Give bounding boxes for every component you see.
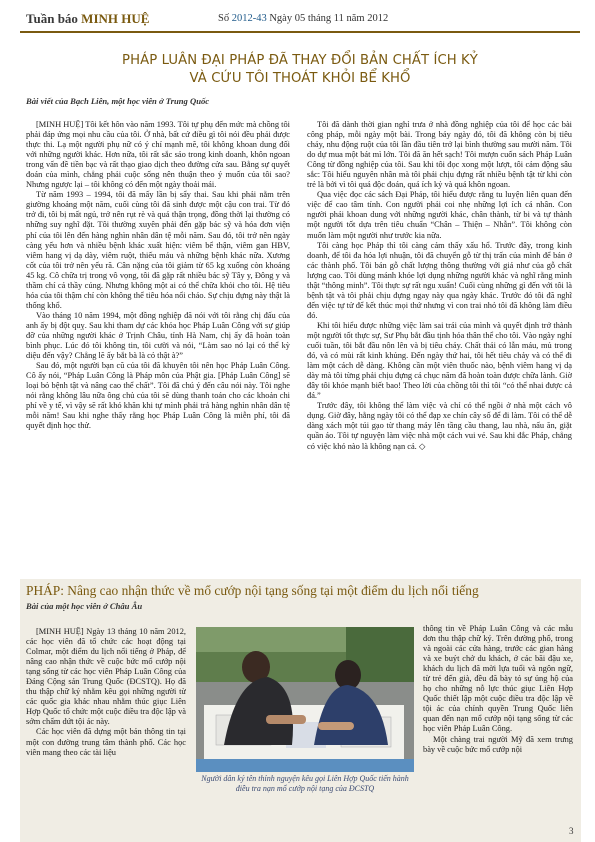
paragraph: Tôi đã dành thời gian nghỉ trưa ở nhà đồng nghiệp của tôi để học các bài công pháp, mỗi ngày một bài. Trong bảy ngày đó, tôi đã không còn bị tiêu chảy, nhu động ruột của tôi lần đầu tiên trở lại bình thường sau mười năm. Tôi do dự mua một bát mì lớn. Tôi đã ăn hết sạch! Tôi mượn cuốn sách Pháp Luân Công từ đồng nghiệp của tôi. Sau khi tôi đọc xong một lượt, tôi cảm động sâu sắc: Tôi hiểu nguyên nhân mà tôi phải chịu đựng rất nhiều bệnh tật từ khi còn trẻ là bởi vì tôi quá độc đoán, quá ích kỷ và quá khôn ngoan. — [307, 120, 572, 190]
paragraph: Trước đây, tôi không thể làm việc và chỉ có thể ngồi ở nhà một cách vô dụng. Giờ đây, hằng ngày tôi có thể đạp xe chín cây số để đi làm. Tôi có thể dễ dàng xách một túi gạo từ thang máy lên tầng cầu thang, lau nhà, nấu ăn, giặt quần áo. Tôi tự nguyện làm việc nhà một cách vui vẻ. Sau khi đắc Pháp, chẳng có việc khó nào là không nạn cả. ◇ — [307, 401, 572, 451]
article1-column-2 — [307, 120, 572, 575]
paragraph: Khi tôi hiểu được những việc làm sai trái của mình và quyết định trở thành một người tốt thực sự, Sư Phụ bắt đầu tịnh hóa thân thể cho tôi. Vào ngày nghỉ cuối tuần, tôi bắt đầu nôn lên và bị tiêu chảy. Chất thải có lẫn máu, mủ trong đó, và có mùi rất kinh khủng. Đến ngày thứ hai, tôi hết tiêu chảy và có thể đi làm một cách dễ dàng. Không cần một viên thuốc nào, bệnh viêm hang vị dạ dày mà tôi từng phải chịu đựng cả chục năm đã hoàn toàn được chữa lành. Giờ đây tôi khỏe mạnh biết bao! Theo lời của chồng tôi thì tôi “có thể nhai được cả đá.” — [307, 320, 572, 401]
issue-info — [218, 13, 388, 24]
issue-date: Ngày 05 tháng 11 năm 2012 — [269, 13, 389, 24]
masthead-prefix: Tuần báo — [26, 11, 78, 26]
page-header — [0, 0, 595, 34]
article2-column-1 — [26, 627, 186, 832]
paragraph: [MINH HUỆ] Ngày 13 tháng 10 năm 2012, các học viên đã tổ chức các hoạt động tại Colmar, một điểm du lịch nổi tiếng ở Pháp, để nâng cao nhận thức về cuộc bức mổ cướp nội tạng sống từ các học viên Pháp Luân Công của Đảng Cộng sản Trung Quốc (ĐCSTQ). Họ đã thu thập chữ ký nhằm kêu gọi những người từ các quốc gia khác nhau nhằm thúc giục Liên Hợp Quốc tổ chức một cuộc điều tra độc lập và sớm chấm dứt tội ác này. — [26, 627, 186, 727]
article1-column-1 — [26, 120, 290, 575]
page-number: 3 — [569, 826, 574, 836]
article2-column-2 — [423, 624, 573, 832]
article2-photo — [196, 627, 414, 772]
paragraph: thông tin về Pháp Luân Công và các mẫu đơn thu thập chữ ký. Trên đường phố, trong và ngoài các cửa hàng, trước các gian hàng và xe buýt chở du khách, ở các bãi đậu xe, khách du lịch đã mời lựa tuổi và ngôn ngữ, từ trẻ đến già, đều đã bày tỏ sự ủng hộ của họ cho những nỗ lực thúc giục Liên Hợp Quốc thiết lập một cuộc điều tra độc lập về tội ác của chính quyền Trung Quốc liên quan đến nạn mổ cướp nội tạng sống từ các học viên Pháp Luân Công. — [423, 624, 573, 734]
article1-title — [80, 52, 520, 88]
header-rule — [20, 31, 580, 33]
paragraph: Tôi càng học Pháp thì tôi càng cảm thấy xấu hổ. Trước đây, trong kinh doanh, để tôi đa hóa lợi nhuận, tôi đã chuyển gỗ từ thị trấn của mình để bán ở các thành phố. Tôi bán gỗ chất lượng thông thường với giá như của gỗ chất lượng cao. Tôi dùng mánh khóe lợi dụng những người khác và nghĩ rằng mình thật “thông minh”. Tôi thực sự rất ngu xuẩn! Cuối cùng những gì đến với tôi là bệnh tật và tôi phải chịu đựng ngay này qua ngày khác. Trước đó tôi đã nghĩ đến việc tự tử để kết thúc mọi thứ nhưng vì con trai nhỏ tôi đã không làm điều đó. — [307, 240, 572, 320]
paragraph: Một chàng trai người Mỹ đã xem trưng bày về cuộc bức mổ cướp nội — [423, 734, 573, 754]
article1-byline: Bài viết của Bạch Liên, một học viên ở Trung Quốc — [26, 96, 210, 106]
paragraph: Vào tháng 10 năm 1994, một đồng nghiệp đã nói với tôi rằng chị đấu của anh ấy bị đột quỵ. Sau khi tham dự các khóa học Pháp Luân Công với sự giúp đỡ của những người khác ở Trịnh Châu, tỉnh Hà Nam, chị ấy đã hoàn toàn bình phục. Lúc đó tôi không tin, tôi cười và nói, “Làm sao nó lại có thể kỳ diệu đến vậy? Chẳng lẽ ấy bắt bà là cỏ thật à?” — [26, 310, 290, 361]
article2-byline: Bài của một học viên ở Châu Âu — [26, 601, 143, 611]
article1-title-line2: VÀ CỨU TÔI THOÁT KHỎI BỂ KHỔ — [189, 71, 411, 86]
photo-illustration — [196, 627, 414, 772]
paragraph: Qua việc đọc các sách Đại Pháp, tôi hiểu được rằng tu luyện liên quan đến việc để cao tâm tính. Con người phải coi nhẹ những lợi ích cá nhân. Con người phải khoan dung với những người khác, chân thành, từ bi và tự thành một người tốt dựa trên tiêu chuẩn “Chân – Thiện – Nhẫn”. Tôi không còn muốn làm một người như trước kia nữa. — [307, 190, 572, 240]
paragraph: Từ năm 1993 – 1994, tôi đã mấy lần bị sẩy thai. Sau khi phải nằm trên giường khoảng một năm, cuối cùng tôi đã sinh được một cậu con trai. Từ đó trở đi, tôi bị mất ngủ, trở nên rụt rè và quá thận trọng, đồng thời lại thường có những suy nghĩ đặt. Tôi thường xuyên phải đến gặp bác sỹ và hóa đơn viện phí của tôi lên đến hàng nghìn nhân dân tệ mỗi năm. Sau đó, tôi trở nên ngày càng yếu hơn và nhiều bệnh khác xuất hiện: viêm bể thận, viêm gan HBV, viêm hang vị dạ dày, viêm ruột, thiếu máu và những bệnh khác nữa. Xương cốt của tôi trở nên yếu rã. Cân nặng của tôi giảm từ 65 kg xuống còn khoảng 45 kg. Cô chữa trị trong vô vọng, tôi đã gặp rất nhiều bác sỹ Tây y, Đông y và thầm chí cả thầy cúng. Nhưng không một ai có thể chữa khỏi cho tôi. Hệ tiêu hóa của tôi thậm chí còn không thể tiêu hóa nổi cháo. Sự chịu đựng này thật là thống khổ. — [26, 190, 290, 310]
issue-label: Số — [218, 13, 230, 24]
paragraph: Sau đó, một người bạn cũ của tôi đã khuyên tôi nên học Pháp Luân Công. Cô ấy nói, “Pháp Luân Công là Pháp môn của Phật gia. [Pháp Luân Công] sẽ loại bỏ bệnh tật và nâng cao thể chất”. Tôi đã chú ý đến câu nói này. Tôi nghe nói rằng không lâu nữa ông chủ của tôi sẽ dùng thanh toán cho các khoản chi phí về y tế, vì vậy sẽ rất khó khăn khi tự mình phải trả hàng nghìn nhân dân tệ mỗi năm! Sau khi nghe thấy rằng học Pháp Luân Công là miễn phí, tôi đã quyết định học thử. — [26, 361, 290, 431]
photo-caption: Người dân ký tên thỉnh nguyện kêu gọi Liên Hợp Quốc tiến hành điều tra nạn mổ cướp nội tạng của ĐCSTQ — [201, 774, 409, 793]
article2-title: PHÁP: Nâng cao nhận thức về mổ cướp nội tạng sống tại một điểm du lịch nổi tiếng — [26, 583, 479, 598]
issue-number: 2012-43 — [231, 13, 267, 24]
masthead — [26, 11, 149, 27]
article1-title-line1: PHÁP LUÂN ĐẠI PHÁP ĐÃ THAY ĐỔI BẢN CHẤT ÍCH KỶ — [122, 53, 478, 68]
paragraph: [MINH HUỆ] Tôi kết hôn vào năm 1993. Tôi tự phụ đến mức mà chồng tôi phải đáp ứng mọi nhu cầu của tôi. Ở nhà, bất cứ điều gì tôi nói đều phải được thực thi. Lạ một người phụ nữ có ý chí mạnh mẽ, tôi không khoan dung đối với những người khác. Hơn nữa, tôi rất sắc sảo trong kinh doanh, khôn ngoan trong vấn đề tiền bạc và rất thạo giao dịch theo đường cửa sau. Bằng sự quyết đoán của mình, chẳng phải cuộc sống nên thuận theo ý muốn của tôi sao? Nhưng ngược lại – tôi không có đến một ngày thoải mái. — [26, 120, 290, 190]
paragraph: Các học viên đã dựng một bản thông tin tại một con đường trung tâm thành phố. Các học viên mang theo các tài liệu — [26, 727, 186, 757]
masthead-brand: MINH HUỆ — [81, 11, 150, 26]
